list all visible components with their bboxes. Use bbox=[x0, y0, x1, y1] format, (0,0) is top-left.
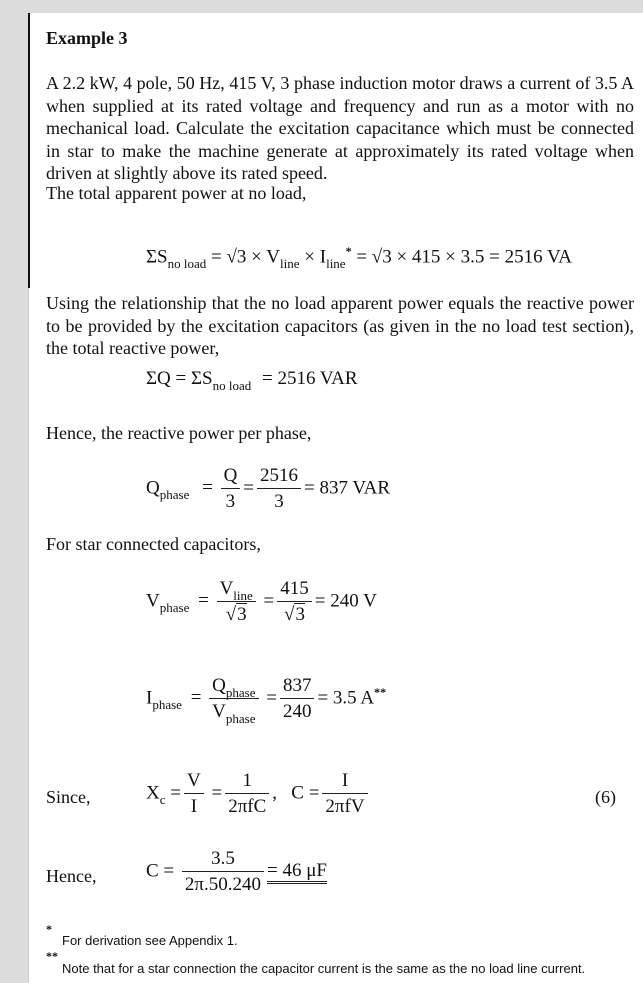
equation-q-phase: $Q_{phase}$ = $\frac{Q}{3}$ = $\frac{2516}{3}$ = 837 VAR bbox=[146, 465, 391, 512]
result-double-underline: = 46 μF bbox=[267, 861, 327, 884]
sqrt-symbol: √3 bbox=[225, 604, 247, 625]
equation-apparent-power: $\Sigma S_{no load} = √3 \times V_{line} \times I_{line}^* = √3 \times 415 \times 3.5 = 2516$ VA bbox=[146, 244, 573, 272]
equation-i-phase: $I_{phase}$ = $\frac{Q_{phase}}{V_{phase}}$ = $\frac{837}{240}$ = 3.5 A** bbox=[146, 675, 387, 726]
equation-total-reactive-power: $\Sigma Q = \Sigma S_{no load} = 2516$ VAR bbox=[146, 368, 358, 393]
equation-capacitance: C = $\frac{3.5}{2\pi.50.240}$ = 46 μF bbox=[146, 848, 327, 895]
sqrt-symbol: √3 bbox=[284, 604, 305, 625]
equation-reactance: $X_c$ = $\frac{V}{I}$ = $\frac{1}{\text{2πfC}}$ , C = $\frac{I}{\text{2πfV}}$ bbox=[146, 770, 371, 818]
problem-statement: A 2.2 kW, 4 pole, 50 Hz, 415 V, 3 phase induction motor draws a current of 3.5 A when supplied at its rated voltage and frequency and run as a motor with no mechanical load. Calculate the excitation capacitance which must be connected in star to make the machine generate at approximately its rated voltage when driven at slightly above its rated speed. bbox=[46, 73, 634, 183]
page-edge bbox=[28, 13, 30, 288]
since-label: Since, bbox=[46, 787, 91, 807]
apparent-power-intro: The total apparent power at no load, bbox=[46, 183, 307, 203]
example-title: Example 3 bbox=[46, 28, 128, 48]
equation-number: (6) bbox=[595, 787, 616, 807]
hence-label: Hence, bbox=[46, 866, 97, 886]
equation-v-phase: $V_{phase}$ = $\frac{V_{line}}{√3}$ = $\frac{415}{√3}$ = 240 V bbox=[146, 578, 377, 625]
reactive-power-intro: Using the relationship that the no load apparent power equals the reactive power to be provided by the excitation capacitors (as given in the no load test section), the total reactive power, bbox=[46, 293, 634, 358]
per-phase-intro: Hence, the reactive power per phase, bbox=[46, 423, 312, 443]
star-connected-intro: For star connected capacitors, bbox=[46, 534, 261, 554]
